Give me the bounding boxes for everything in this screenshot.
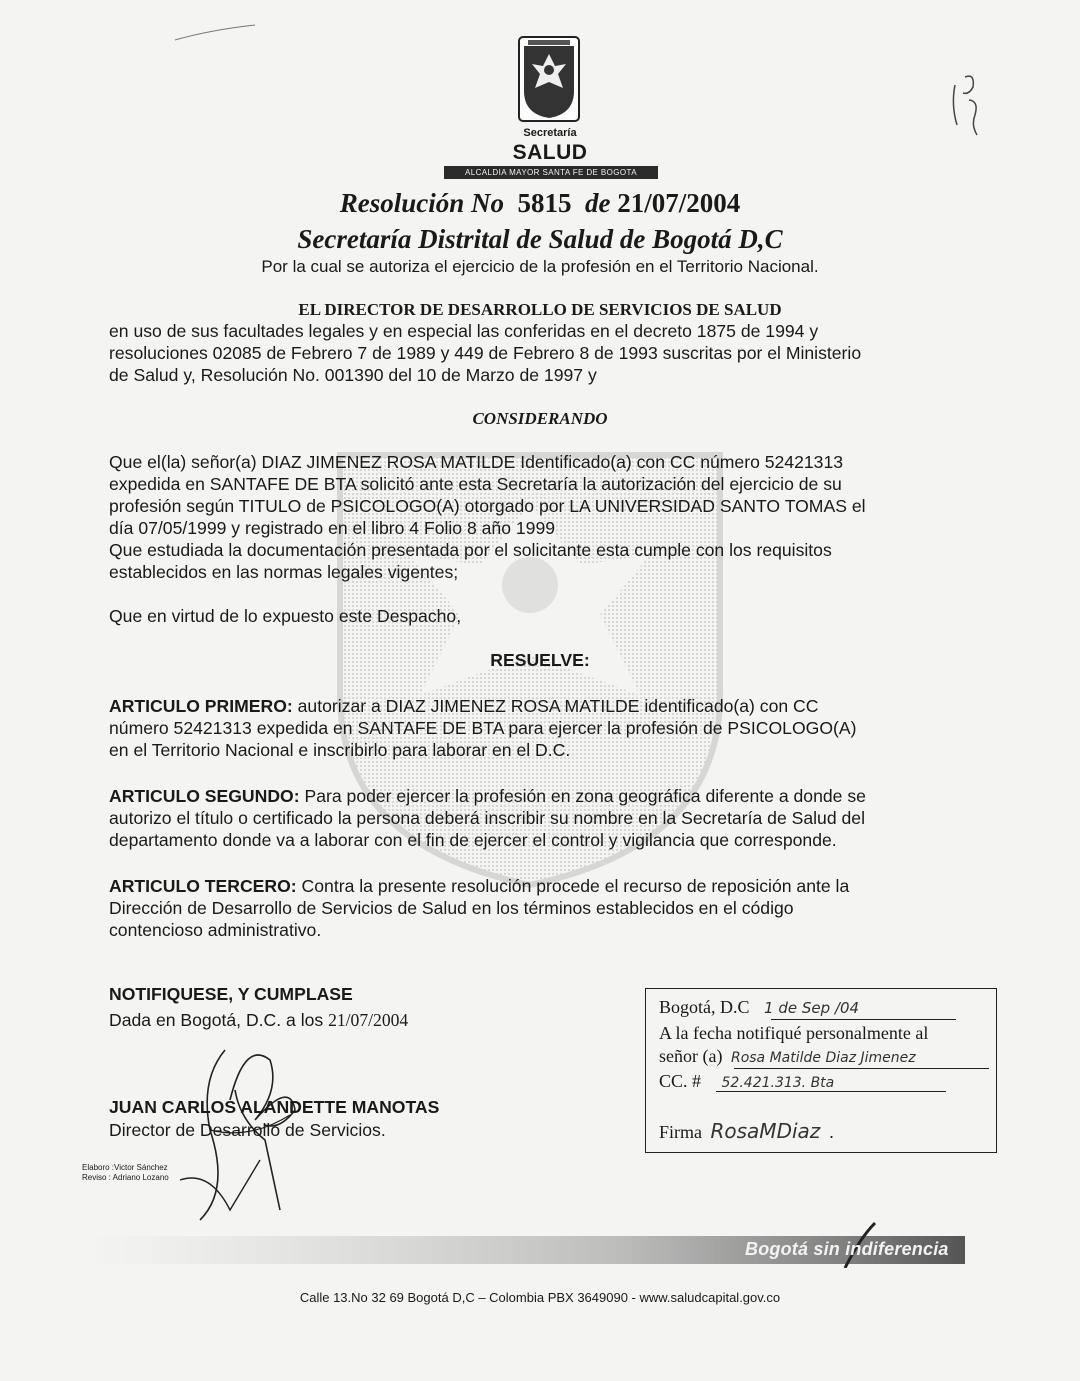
nb-city-line (659, 997, 859, 1018)
art1-label: ARTICULO PRIMERO: (109, 696, 293, 716)
art1-line: en el Territorio Nacional e inscribirlo para laborar en el D.C. (109, 740, 571, 760)
art2-line: autorizo el título o certificado la persona deberá inscribir su nombre en la Secretaría de Salud del (109, 808, 865, 828)
powers-line: de Salud y, Resolución No. 001390 del 10 de Marzo de 1997 y (109, 365, 597, 385)
considerando-line: Que el(la) señor(a) DIAZ JIMENEZ ROSA MATILDE Identificado(a) con CC número 52421313 (109, 452, 844, 472)
art1-line: autorizar a DIAZ JIMENEZ ROSA MATILDE identificado(a) con CC (292, 696, 819, 716)
signer-role: Director de Desarrollo de Servicios. (109, 1120, 386, 1140)
nb-firma-label: Firma (659, 1122, 702, 1142)
articulo-tercero (109, 875, 969, 941)
considerando-paragraph (109, 451, 969, 583)
resolution-number: 5815 (517, 188, 572, 218)
resuelve-heading: RESUELVE: (490, 650, 590, 670)
art1-line: número 52421313 expedida en SANTAFE DE BTA para ejercer la profesión de PSICOLOGO(A) (109, 718, 857, 738)
considerando-line: día 07/05/1999 y registrado en el libro 4 Folio 8 año 1999 (109, 518, 556, 538)
nb-senor-value: Rosa Matilde Diaz Jimenez (730, 1050, 916, 1066)
nb-underline (734, 1068, 989, 1069)
reviso-line: Reviso : Adriano Lozano (82, 1173, 169, 1182)
considerando-line: expedida en SANTAFE DE BTA solicitó ante esta Secretaría la autorización del ejercicio de su (109, 474, 842, 494)
resolution-date: 21/07/2004 (617, 188, 741, 218)
art2-line: Para poder ejercer la profesión en zona geográfica diferente a donde se (299, 786, 866, 806)
margin-handwritten-number (945, 65, 985, 140)
considerando-heading: CONSIDERANDO (472, 409, 608, 428)
salud-label: SALUD (512, 141, 588, 164)
dada-date: 21/07/2004 (328, 1010, 409, 1030)
nb-cc-label: CC. # (659, 1071, 702, 1091)
bogota-crest-logo (518, 36, 580, 122)
notification-box (645, 988, 997, 1153)
signer-name: JUAN CARLOS ALANDETTE MANOTAS (109, 1097, 440, 1117)
considerando-line: establecidos en las normas legales vigentes; (109, 562, 459, 582)
powers-paragraph (109, 320, 969, 386)
resolution-title (0, 188, 1080, 219)
scratch-mark (170, 22, 260, 52)
nb-cc-line (659, 1071, 834, 1092)
art2-label: ARTICULO SEGUNDO: (109, 786, 300, 806)
resolution-entity: Secretaría Distrital de Salud de Bogotá D,C (297, 224, 783, 254)
resolution-label: Resolución No (339, 188, 505, 218)
nb-senor-label: señor (a) (659, 1046, 723, 1066)
powers-line: resoluciones 02085 de Febrero 7 de 1989 y 449 de Febrero 8 de 1993 suscritas por el Ministerio (109, 343, 862, 363)
elaboro-line: Elaboro :Victor Sánchez (82, 1163, 168, 1172)
nb-underline (716, 1091, 946, 1092)
articulo-primero (109, 695, 969, 761)
powers-line: en uso de sus facultades legales y en especial las conferidas en el decreto 1875 de 1994 y (109, 321, 819, 341)
nb-line2: A la fecha notifiqué personalmente al (659, 1023, 929, 1043)
art3-line: Contra la presente resolución procede el recurso de reposición ante la (296, 876, 850, 896)
resolution-date-prefix: de (585, 188, 611, 218)
nb-firma-dot: . (824, 1122, 834, 1142)
director-title: EL DIRECTOR DE DESARROLLO DE SERVICIOS DE SALUD (298, 300, 782, 319)
nb-firma-value: RosaMDiaz (710, 1119, 821, 1143)
nb-firma-line (659, 1119, 834, 1143)
articulo-segundo (109, 785, 969, 851)
dada-text: Dada en Bogotá, D.C. a los (109, 1010, 324, 1030)
art3-label: ARTICULO TERCERO: (109, 876, 297, 896)
resolution-description: Por la cual se autoriza el ejercicio de la profesión en el Territorio Nacional. (261, 257, 819, 276)
virtud-line: Que en virtud de lo expuesto este Despacho, (109, 606, 462, 626)
nb-cc-value: 52.421.313. Bta (721, 1075, 835, 1091)
footer-address: Calle 13.No 32 69 Bogotá D,C – Colombia PBX 3649090 - www.saludcapital.gov.co (299, 1290, 781, 1305)
considerando-line: Que estudiada la documentación presentada por el solicitante esta cumple con los requisitos (109, 540, 832, 560)
nb-city-value: 1 de Sep /04 (764, 999, 860, 1017)
art2-line: departamento donde va a laborar con el fin de ejercer el control y vigilancia que corresponde. (109, 830, 837, 850)
footer-slogan: Bogotá sin indiferencia (745, 1239, 949, 1259)
considerando-line: profesión según TITULO de PSICOLOGO(A) otorgado por LA UNIVERSIDAD SANTO TOMAS el (109, 496, 866, 516)
secretaria-label: Secretaría (523, 127, 577, 139)
credits (82, 1163, 169, 1183)
nb-city-label: Bogotá, D.C (659, 997, 750, 1017)
nb-senor-line (659, 1046, 916, 1067)
nb-underline (771, 1019, 956, 1020)
alcaldia-bar: ALCALDIA MAYOR SANTA FE DE BOGOTA (444, 166, 658, 179)
art3-line: Dirección de Desarrollo de Servicios de Salud en los términos establecidos en el código (109, 898, 794, 918)
notifiquese-line: NOTIFIQUESE, Y CUMPLASE (109, 984, 353, 1004)
art3-line: contencioso administrativo. (109, 920, 322, 940)
